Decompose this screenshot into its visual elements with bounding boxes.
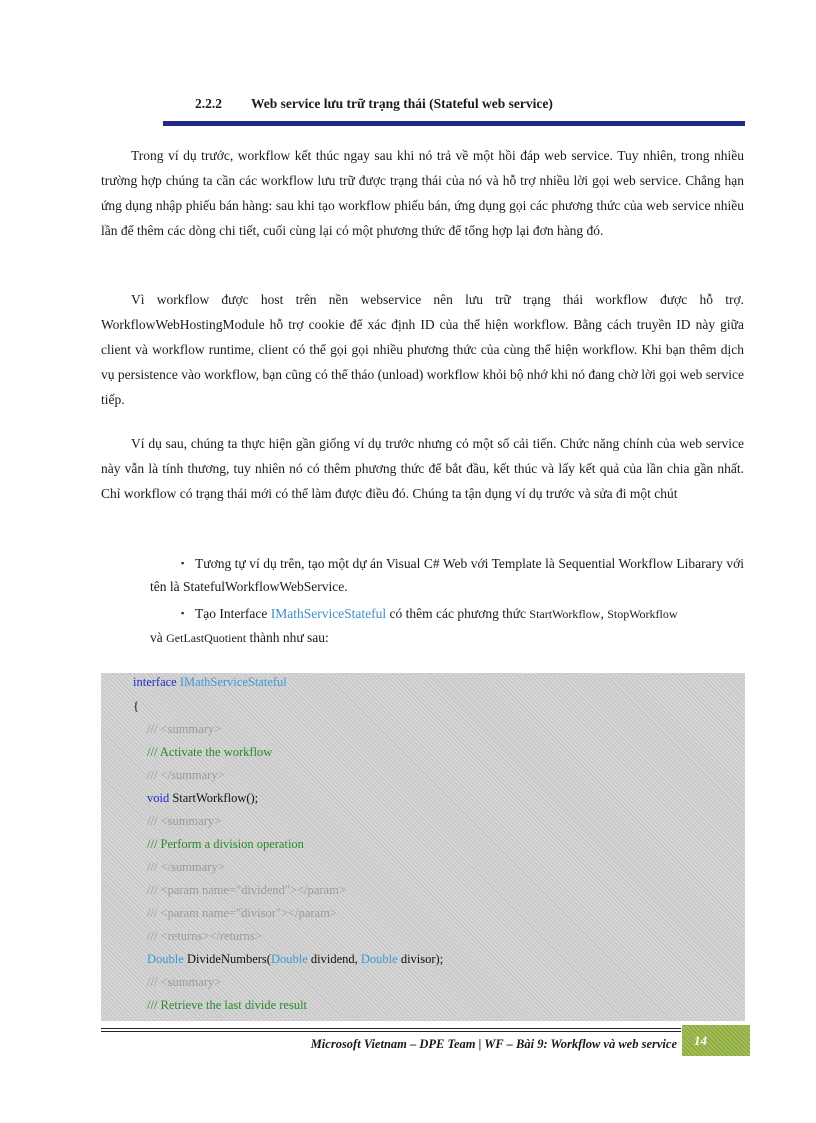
footer-rule [101,1028,681,1029]
bullet-item-1 [150,552,744,598]
code-line-15: /// Retrieve the last divide result [147,998,308,1012]
code-line-9: /// </summary> [147,860,225,874]
code-line-4: /// Activate the workflow [147,745,273,759]
interface-name: IMathServiceStateful [270,606,387,621]
code-type: IMathServiceStateful [179,675,287,689]
paragraph-3 [101,431,744,506]
code-line-8: /// Perform a division operation [147,837,304,851]
heading-rule [163,121,745,126]
code-keyword: interface [133,675,177,689]
bullet-item-1-text: Tương tự ví dụ trên, tạo một dự án Visual C# Web với Template là Sequential Workflow Libarary với tên là StatefulWorkflowWebService. [150,556,744,594]
paragraph-1-text: Trong ví dụ trước, workflow kết thúc ngay sau khi nó trả về một hồi đáp web service. Tuy nhiên, trong nhiều trường hợp chúng ta cần các workflow lưu trữ được trạng thái của nó và hỗ trợ nhiều lời gọi web service. Chẳng hạn ứng dụng nhập phiếu bán hàng: sau khi tạo workflow phiếu bán, ứng dụng gọi các phương thức của web service nhiều lần để thêm các dòng chi tiết, cuối cùng lại có một phương thức để tổng hợp lại đơn hàng đó. [101,148,744,238]
bullet-2-suffix: thành như sau: [246,630,329,645]
bullet-2-line2-start: và [150,630,167,645]
method-stop-workflow: StopWorkflow [607,607,678,621]
code-line-12: /// <returns></returns> [147,929,262,943]
code-line-10: /// <param name="dividend"></param> [147,883,346,897]
bullet-square-icon: ▪ [181,608,185,618]
bullet-square-icon: ▪ [181,558,185,568]
code-line-3: /// <summary> [147,722,222,736]
section-title: Web service lưu trữ trạng thái (Stateful web service) [251,96,553,111]
footer-text: Microsoft Vietnam – DPE Team | WF – Bài 9: Workflow và web service [310,1037,677,1051]
code-keyword: void [147,791,170,805]
bullet-2-prefix: Tạo Interface [195,606,271,621]
code-line-2: { [133,699,139,713]
bullet-2-sep: , [600,606,608,621]
code-text: dividend, [307,952,361,966]
method-get-last-quotient: GetLastQuotient [166,631,247,645]
code-line-5: /// </summary> [147,768,225,782]
paragraph-1 [101,143,744,243]
paragraph-2 [101,287,744,412]
code-text: DivideNumbers( [186,952,271,966]
code-type: Double [147,952,184,966]
code-line-14: /// <summary> [147,975,222,989]
method-start-workflow: StartWorkflow [529,607,601,621]
code-block [101,673,745,1021]
code-line-6 [147,791,258,806]
code-type: Double [270,952,308,966]
page-number: 14 [694,1033,707,1048]
bullet-item-2 [150,602,744,650]
code-text: StartWorkflow(); [172,791,259,805]
section-number: 2.2.2 [195,96,222,111]
footer-rule-secondary [101,1031,681,1032]
section-heading [195,96,553,112]
code-type: Double [360,952,398,966]
paragraph-2-text: Vì workflow được host trên nền webservice nên lưu trữ trạng thái workflow được hỗ trợ. WorkflowWebHostingModule hỗ trợ cookie để xác định ID của thể hiện workflow. Bằng cách truyền ID này giữa client và workflow runtime, client có thể gọi gọi nhiều phương thức của cùng thể hiện workflow. Khi bạn thêm dịch vụ persistence vào workflow, bạn cũng có thể tháo (unload) workflow khỏi bộ nhớ khi nó đang chờ lời gọi web service tiếp. [101,292,744,407]
page-number-box [682,1025,750,1056]
code-line-11: /// <param name="divisor"></param> [147,906,337,920]
bullet-2-middle: có thêm các phương thức [386,606,530,621]
code-text: divisor); [397,952,444,966]
code-line-13 [147,952,443,967]
code-line-1 [133,675,287,690]
paragraph-3-text: Ví dụ sau, chúng ta thực hiện gần giống ví dụ trước nhưng có một số cải tiến. Chức năng chính của web service này vẫn là tính thương, tuy nhiên nó có thêm phương thức để bắt đầu, kết thúc và lấy kết quả của lần chia gần nhất. Chỉ workflow có trạng thái mới có thể làm được điều đó. Chúng ta tận dụng ví dụ trước và sửa đi một chút [101,436,744,501]
code-line-7: /// <summary> [147,814,222,828]
